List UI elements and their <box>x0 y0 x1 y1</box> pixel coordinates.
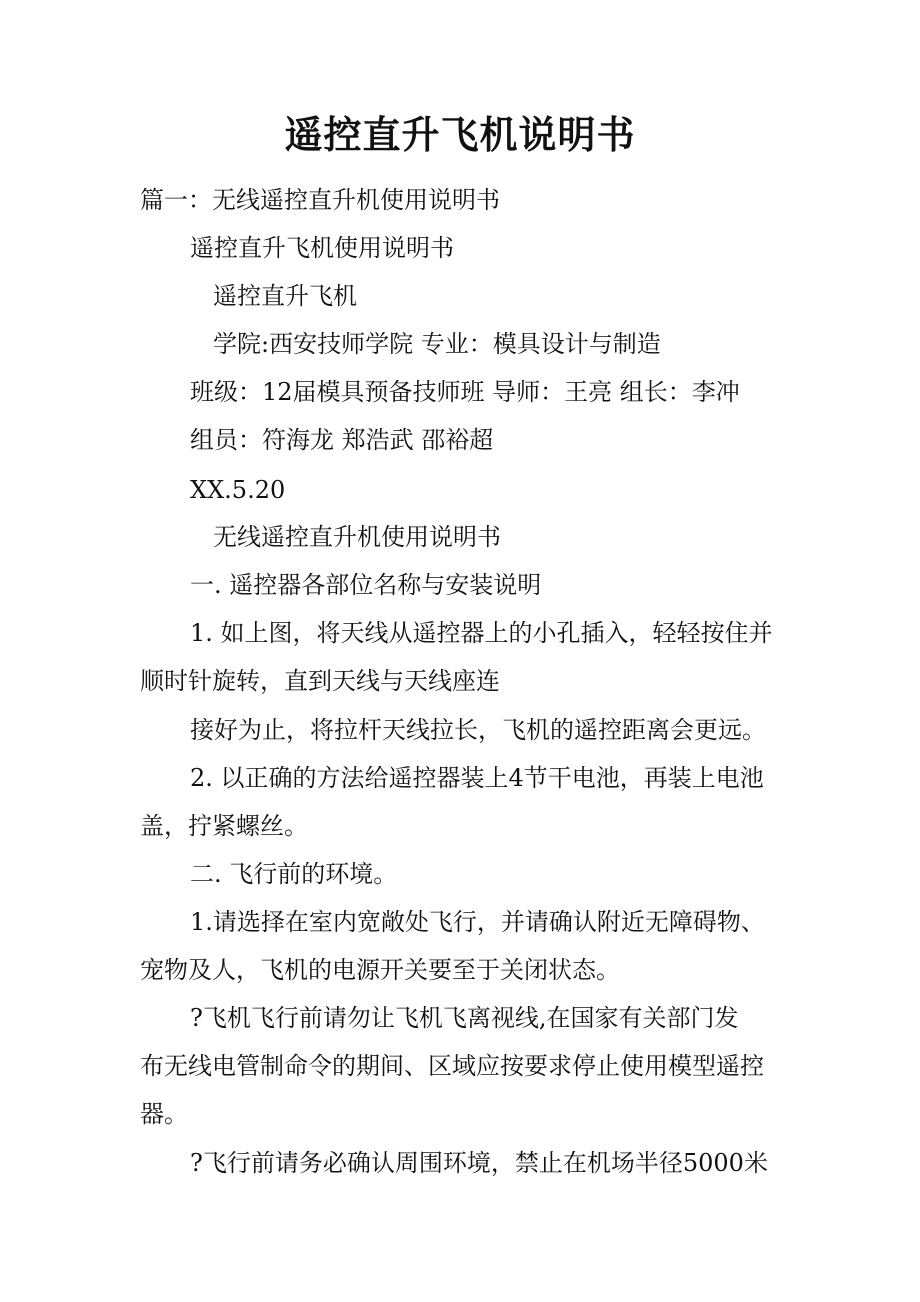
paragraph-line: 盖，拧紧螺丝。 <box>140 812 308 840</box>
paragraph-line: 布无线电管制命令的期间、区域应按要求停止使用模型遥控 <box>140 1052 764 1080</box>
document-title: 遥控直升飞机说明书 <box>284 112 636 157</box>
section-heading: 篇一：无线遥控直升机使用说明书 <box>140 186 500 214</box>
paragraph-line: 接好为止，将拉杆天线拉长，飞机的遥控距离会更远。 <box>190 716 766 744</box>
paragraph-line: 学院:西安技师学院 专业：模具设计与制造 <box>213 330 661 358</box>
paragraph-line: 宠物及人，飞机的电源开关要至于关闭状态。 <box>140 956 620 984</box>
subtitle: 遥控直升飞机使用说明书 <box>190 234 454 262</box>
paragraph-line: 1. 如上图，将天线从遥控器上的小孔插入，轻轻按住并 <box>190 619 773 647</box>
paragraph-line: 2. 以正确的方法给遥控器装上4节干电池，再装上电池 <box>190 764 764 792</box>
paragraph-line: 无线遥控直升机使用说明书 <box>213 523 501 551</box>
paragraph-line: 组员：符海龙 郑浩武 邵裕超 <box>190 426 494 454</box>
paragraph-line: 顺时针旋转，直到天线与天线座连 <box>140 667 500 695</box>
section-heading: 一. 遥控器各部位名称与安装说明 <box>190 571 542 599</box>
paragraph-line: 器。 <box>140 1100 188 1128</box>
date-line: XX.5.20 <box>190 476 286 504</box>
paragraph-line: ?飞行前请务必确认周围环境，禁止在机场半径5000米 <box>190 1149 768 1177</box>
paragraph-line: ?飞机飞行前请勿让飞机飞离视线,在国家有关部门发 <box>190 1004 739 1032</box>
paragraph-line: 班级：12届模具预备技师班 导师：王亮 组长：李冲 <box>190 378 740 406</box>
paragraph-line: 1.请选择在室内宽敞处飞行，并请确认附近无障碍物、 <box>190 908 765 936</box>
paragraph-line: 遥控直升飞机 <box>213 282 357 310</box>
section-heading: 二. 飞行前的环境。 <box>190 860 398 888</box>
